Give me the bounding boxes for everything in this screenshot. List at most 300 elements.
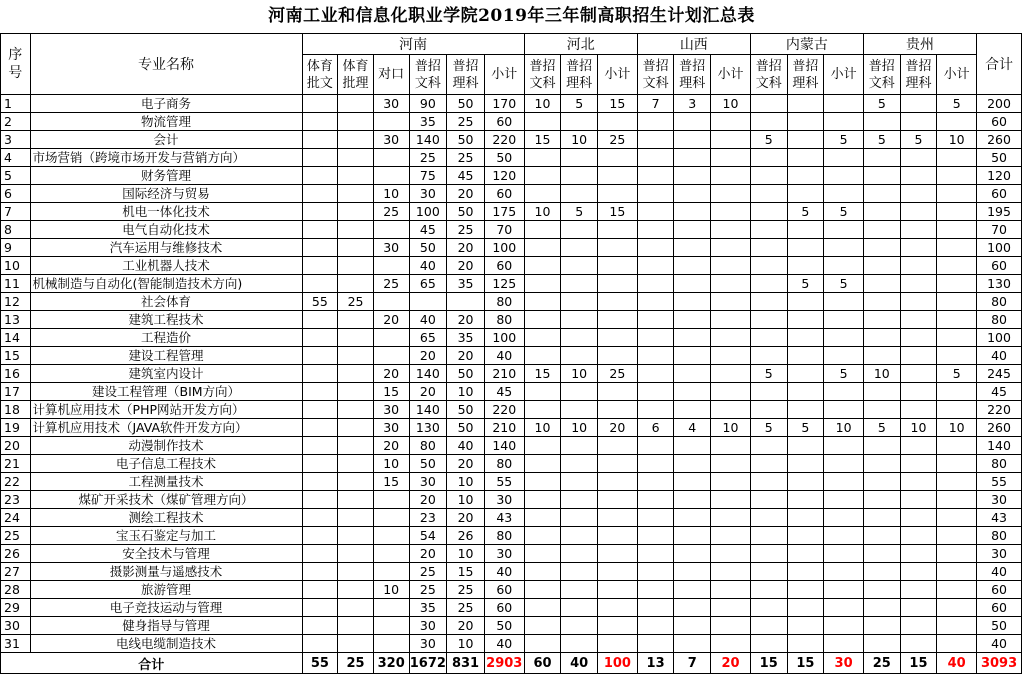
row-cell bbox=[637, 383, 674, 401]
row-cell: 10 bbox=[447, 473, 485, 491]
row-major-name: 建筑工程技术 bbox=[30, 311, 302, 329]
row-cell bbox=[937, 437, 977, 455]
row-cell bbox=[863, 509, 900, 527]
page-title: 河南工业和信息化职业学院2019年三年制高职招生计划汇总表 bbox=[268, 6, 755, 26]
row-cell: 60 bbox=[977, 113, 1022, 131]
row-cell: 5 bbox=[561, 203, 598, 221]
table-body bbox=[1, 95, 1022, 653]
row-cell bbox=[750, 491, 787, 509]
row-cell bbox=[900, 437, 937, 455]
row-cell: 50 bbox=[447, 419, 485, 437]
row-cell bbox=[750, 311, 787, 329]
row-major-name: 汽车运用与维修技术 bbox=[30, 239, 302, 257]
row-cell bbox=[637, 401, 674, 419]
row-cell bbox=[711, 185, 751, 203]
row-cell bbox=[711, 437, 751, 455]
row-cell bbox=[900, 527, 937, 545]
row-cell: 54 bbox=[409, 527, 447, 545]
row-cell: 55 bbox=[977, 473, 1022, 491]
row-cell: 100 bbox=[484, 329, 524, 347]
row-cell bbox=[863, 383, 900, 401]
row-cell bbox=[674, 221, 711, 239]
row-cell bbox=[824, 617, 864, 635]
row-cell bbox=[750, 581, 787, 599]
subheader-prov4-1 bbox=[900, 55, 937, 95]
row-cell bbox=[338, 401, 374, 419]
table-row bbox=[1, 329, 1022, 347]
row-cell bbox=[637, 509, 674, 527]
row-cell: 200 bbox=[977, 95, 1022, 113]
row-seq: 20 bbox=[1, 437, 31, 455]
row-cell bbox=[524, 383, 561, 401]
row-cell bbox=[598, 347, 638, 365]
row-cell bbox=[824, 257, 864, 275]
row-cell bbox=[373, 149, 409, 167]
row-cell: 5 bbox=[750, 365, 787, 383]
subheader-prov3-0 bbox=[750, 55, 787, 95]
row-cell bbox=[787, 491, 824, 509]
row-major-name: 电子商务 bbox=[30, 95, 302, 113]
row-cell: 10 bbox=[711, 95, 751, 113]
row-major-name: 电子信息工程技术 bbox=[30, 455, 302, 473]
table-row bbox=[1, 563, 1022, 581]
row-seq: 27 bbox=[1, 563, 31, 581]
row-cell bbox=[750, 275, 787, 293]
row-cell bbox=[900, 455, 937, 473]
row-cell bbox=[824, 167, 864, 185]
header-total: 合计 bbox=[977, 34, 1022, 95]
row-cell bbox=[750, 617, 787, 635]
row-cell bbox=[674, 437, 711, 455]
row-cell bbox=[598, 491, 638, 509]
row-cell bbox=[711, 455, 751, 473]
row-cell bbox=[338, 131, 374, 149]
row-cell bbox=[711, 257, 751, 275]
row-cell bbox=[302, 347, 338, 365]
row-cell bbox=[863, 239, 900, 257]
row-cell bbox=[750, 383, 787, 401]
row-cell: 120 bbox=[977, 167, 1022, 185]
row-cell: 40 bbox=[977, 563, 1022, 581]
header-province-neimenggu: 内蒙古 bbox=[750, 34, 863, 55]
row-major-name: 机械制造与自动化(智能制造技术方向) bbox=[30, 275, 302, 293]
row-major-name: 建设工程管理 bbox=[30, 347, 302, 365]
row-seq: 24 bbox=[1, 509, 31, 527]
row-cell: 125 bbox=[484, 275, 524, 293]
row-seq: 28 bbox=[1, 581, 31, 599]
row-cell bbox=[824, 329, 864, 347]
row-cell: 30 bbox=[373, 95, 409, 113]
row-cell bbox=[637, 617, 674, 635]
row-cell: 35 bbox=[409, 113, 447, 131]
row-cell bbox=[937, 473, 977, 491]
row-cell: 100 bbox=[977, 239, 1022, 257]
row-cell bbox=[863, 527, 900, 545]
row-cell bbox=[824, 509, 864, 527]
row-cell bbox=[937, 509, 977, 527]
row-cell bbox=[338, 329, 374, 347]
row-cell bbox=[900, 383, 937, 401]
row-cell bbox=[302, 185, 338, 203]
row-cell bbox=[524, 149, 561, 167]
totals-cell: 20 bbox=[711, 653, 751, 674]
row-cell bbox=[561, 455, 598, 473]
table-row bbox=[1, 527, 1022, 545]
row-cell bbox=[863, 113, 900, 131]
row-seq: 30 bbox=[1, 617, 31, 635]
row-cell: 60 bbox=[977, 257, 1022, 275]
header-province-henan: 河南 bbox=[302, 34, 524, 55]
row-cell bbox=[787, 131, 824, 149]
row-cell bbox=[711, 311, 751, 329]
row-cell bbox=[750, 185, 787, 203]
subheader-prov2-1 bbox=[674, 55, 711, 95]
row-cell bbox=[863, 347, 900, 365]
row-cell bbox=[900, 167, 937, 185]
row-major-name: 宝玉石鉴定与加工 bbox=[30, 527, 302, 545]
row-cell bbox=[787, 383, 824, 401]
table-row bbox=[1, 293, 1022, 311]
row-cell bbox=[787, 347, 824, 365]
row-cell: 10 bbox=[373, 185, 409, 203]
row-cell: 25 bbox=[409, 149, 447, 167]
header-major: 专业名称 bbox=[30, 34, 302, 95]
row-cell bbox=[598, 473, 638, 491]
row-cell bbox=[598, 599, 638, 617]
row-cell: 15 bbox=[598, 203, 638, 221]
row-cell: 140 bbox=[409, 365, 447, 383]
row-cell: 100 bbox=[409, 203, 447, 221]
row-cell: 40 bbox=[977, 347, 1022, 365]
row-cell bbox=[750, 293, 787, 311]
row-cell bbox=[637, 203, 674, 221]
row-cell bbox=[824, 473, 864, 491]
row-cell bbox=[373, 167, 409, 185]
row-cell bbox=[561, 383, 598, 401]
totals-cell: 40 bbox=[561, 653, 598, 674]
row-cell: 10 bbox=[373, 581, 409, 599]
row-major-name: 计算机应用技术（PHP网站开发方向） bbox=[30, 401, 302, 419]
row-cell bbox=[338, 509, 374, 527]
row-cell bbox=[750, 527, 787, 545]
row-cell: 5 bbox=[561, 95, 598, 113]
row-cell bbox=[824, 455, 864, 473]
row-cell bbox=[561, 257, 598, 275]
row-seq: 14 bbox=[1, 329, 31, 347]
row-cell bbox=[674, 275, 711, 293]
row-cell bbox=[937, 347, 977, 365]
subheader-prov2-2-label: 小计 bbox=[717, 67, 744, 82]
row-cell: 100 bbox=[977, 329, 1022, 347]
table-row bbox=[1, 599, 1022, 617]
row-cell: 20 bbox=[373, 437, 409, 455]
row-cell bbox=[787, 185, 824, 203]
row-cell bbox=[637, 275, 674, 293]
row-cell bbox=[711, 527, 751, 545]
table-row bbox=[1, 635, 1022, 653]
row-cell bbox=[863, 491, 900, 509]
row-cell bbox=[937, 599, 977, 617]
row-cell bbox=[524, 329, 561, 347]
row-seq: 10 bbox=[1, 257, 31, 275]
row-cell bbox=[561, 221, 598, 239]
row-cell: 5 bbox=[750, 419, 787, 437]
row-cell bbox=[524, 311, 561, 329]
subheader-prov2-2 bbox=[711, 55, 751, 95]
totals-cell: 15 bbox=[787, 653, 824, 674]
row-cell bbox=[561, 599, 598, 617]
row-cell bbox=[598, 329, 638, 347]
totals-cell: 13 bbox=[637, 653, 674, 674]
row-cell bbox=[863, 401, 900, 419]
row-cell bbox=[900, 293, 937, 311]
row-cell bbox=[637, 257, 674, 275]
row-cell: 10 bbox=[937, 131, 977, 149]
row-cell bbox=[674, 311, 711, 329]
row-cell bbox=[338, 419, 374, 437]
row-major-name: 会计 bbox=[30, 131, 302, 149]
row-major-name: 摄影测量与遥感技术 bbox=[30, 563, 302, 581]
row-seq: 26 bbox=[1, 545, 31, 563]
totals-cell: 7 bbox=[674, 653, 711, 674]
row-cell bbox=[900, 365, 937, 383]
subheader-prov3-2 bbox=[824, 55, 864, 95]
row-cell: 70 bbox=[484, 221, 524, 239]
row-cell bbox=[750, 545, 787, 563]
table-row bbox=[1, 617, 1022, 635]
row-cell bbox=[302, 167, 338, 185]
row-cell bbox=[824, 437, 864, 455]
row-cell: 30 bbox=[373, 419, 409, 437]
row-seq: 9 bbox=[1, 239, 31, 257]
row-cell: 26 bbox=[447, 527, 485, 545]
row-cell bbox=[338, 347, 374, 365]
row-cell bbox=[937, 635, 977, 653]
row-cell: 60 bbox=[484, 113, 524, 131]
row-cell bbox=[711, 347, 751, 365]
row-cell: 60 bbox=[484, 599, 524, 617]
row-major-name: 建设工程管理（BIM方向） bbox=[30, 383, 302, 401]
row-cell bbox=[711, 131, 751, 149]
row-cell: 5 bbox=[900, 131, 937, 149]
row-cell bbox=[637, 311, 674, 329]
totals-cell: 60 bbox=[524, 653, 561, 674]
row-cell bbox=[711, 491, 751, 509]
row-cell bbox=[824, 581, 864, 599]
row-cell bbox=[937, 581, 977, 599]
row-cell: 20 bbox=[373, 365, 409, 383]
row-seq: 11 bbox=[1, 275, 31, 293]
row-cell bbox=[561, 311, 598, 329]
row-cell: 30 bbox=[484, 545, 524, 563]
row-seq: 22 bbox=[1, 473, 31, 491]
row-cell: 45 bbox=[484, 383, 524, 401]
row-cell: 60 bbox=[977, 581, 1022, 599]
row-cell bbox=[711, 113, 751, 131]
row-seq: 23 bbox=[1, 491, 31, 509]
row-cell: 130 bbox=[409, 419, 447, 437]
row-cell bbox=[598, 185, 638, 203]
row-cell bbox=[863, 311, 900, 329]
subheader-prov3-0-label: 普招 文科 bbox=[755, 58, 782, 91]
row-cell bbox=[524, 401, 561, 419]
subheader-prov3-2-label: 小计 bbox=[830, 67, 857, 82]
row-cell bbox=[787, 509, 824, 527]
row-cell bbox=[824, 563, 864, 581]
row-cell bbox=[338, 239, 374, 257]
row-cell bbox=[674, 563, 711, 581]
row-cell: 60 bbox=[977, 185, 1022, 203]
row-cell: 80 bbox=[484, 527, 524, 545]
row-cell bbox=[338, 491, 374, 509]
totals-cell: 25 bbox=[863, 653, 900, 674]
totals-cell: 25 bbox=[338, 653, 374, 674]
row-cell bbox=[787, 113, 824, 131]
row-cell bbox=[637, 491, 674, 509]
row-cell bbox=[900, 509, 937, 527]
totals-label: 合计 bbox=[1, 653, 303, 674]
row-cell: 20 bbox=[409, 491, 447, 509]
row-cell bbox=[561, 563, 598, 581]
row-cell bbox=[561, 329, 598, 347]
row-cell bbox=[302, 383, 338, 401]
row-cell: 25 bbox=[447, 221, 485, 239]
row-cell: 30 bbox=[409, 473, 447, 491]
row-major-name: 安全技术与管理 bbox=[30, 545, 302, 563]
totals-cell: 40 bbox=[937, 653, 977, 674]
row-cell bbox=[338, 581, 374, 599]
row-cell bbox=[637, 581, 674, 599]
row-cell bbox=[900, 545, 937, 563]
row-cell: 50 bbox=[409, 455, 447, 473]
row-seq: 18 bbox=[1, 401, 31, 419]
row-cell bbox=[561, 113, 598, 131]
row-cell: 220 bbox=[484, 401, 524, 419]
table-row bbox=[1, 455, 1022, 473]
row-cell bbox=[373, 257, 409, 275]
row-cell: 25 bbox=[373, 275, 409, 293]
subheader-prov4-0-label: 普招 文科 bbox=[868, 58, 895, 91]
subheader-henan-0-label: 体育 批文 bbox=[306, 58, 333, 91]
row-cell: 25 bbox=[447, 113, 485, 131]
row-cell: 45 bbox=[447, 167, 485, 185]
row-cell bbox=[787, 545, 824, 563]
row-cell bbox=[711, 599, 751, 617]
row-cell bbox=[824, 401, 864, 419]
row-cell: 30 bbox=[373, 239, 409, 257]
row-cell bbox=[524, 599, 561, 617]
header-province-shanxi: 山西 bbox=[637, 34, 750, 55]
subheader-prov2-0 bbox=[637, 55, 674, 95]
table-row bbox=[1, 419, 1022, 437]
row-cell bbox=[750, 113, 787, 131]
row-cell: 5 bbox=[824, 275, 864, 293]
row-cell bbox=[674, 509, 711, 527]
row-major-name: 测绘工程技术 bbox=[30, 509, 302, 527]
row-cell bbox=[863, 329, 900, 347]
table-row bbox=[1, 203, 1022, 221]
row-cell: 20 bbox=[373, 311, 409, 329]
row-cell: 20 bbox=[447, 257, 485, 275]
row-cell bbox=[750, 509, 787, 527]
row-cell bbox=[711, 329, 751, 347]
row-cell bbox=[338, 311, 374, 329]
totals-row bbox=[1, 653, 1022, 674]
subheader-henan-4 bbox=[447, 55, 485, 95]
row-seq: 25 bbox=[1, 527, 31, 545]
row-cell bbox=[338, 563, 374, 581]
row-cell bbox=[302, 491, 338, 509]
row-cell: 50 bbox=[447, 131, 485, 149]
row-cell: 210 bbox=[484, 365, 524, 383]
subheader-prov1-1-label: 普招 理科 bbox=[566, 58, 593, 91]
row-cell bbox=[338, 527, 374, 545]
row-cell bbox=[561, 401, 598, 419]
row-cell bbox=[338, 167, 374, 185]
subheader-prov4-0 bbox=[863, 55, 900, 95]
row-cell bbox=[674, 635, 711, 653]
row-cell bbox=[900, 473, 937, 491]
totals-cell: 831 bbox=[447, 653, 485, 674]
row-cell bbox=[561, 437, 598, 455]
row-cell bbox=[750, 167, 787, 185]
row-cell bbox=[900, 221, 937, 239]
row-cell bbox=[338, 599, 374, 617]
row-cell bbox=[674, 545, 711, 563]
row-seq: 3 bbox=[1, 131, 31, 149]
row-cell bbox=[637, 635, 674, 653]
row-cell: 10 bbox=[561, 365, 598, 383]
row-cell: 55 bbox=[484, 473, 524, 491]
row-cell: 5 bbox=[787, 275, 824, 293]
row-cell bbox=[302, 329, 338, 347]
row-cell bbox=[338, 437, 374, 455]
subheader-prov4-1-label: 普招 理科 bbox=[905, 58, 932, 91]
row-cell bbox=[674, 329, 711, 347]
row-cell bbox=[824, 545, 864, 563]
row-cell: 25 bbox=[447, 149, 485, 167]
row-cell bbox=[937, 383, 977, 401]
row-cell: 60 bbox=[484, 581, 524, 599]
row-cell bbox=[900, 401, 937, 419]
row-cell: 20 bbox=[447, 311, 485, 329]
row-cell bbox=[937, 491, 977, 509]
subheader-prov4-2-label: 小计 bbox=[943, 67, 970, 82]
row-cell: 55 bbox=[302, 293, 338, 311]
row-cell: 10 bbox=[711, 419, 751, 437]
row-cell bbox=[863, 437, 900, 455]
row-cell: 23 bbox=[409, 509, 447, 527]
row-cell: 40 bbox=[484, 635, 524, 653]
row-cell bbox=[824, 239, 864, 257]
row-cell bbox=[338, 149, 374, 167]
row-cell bbox=[711, 473, 751, 491]
row-cell: 25 bbox=[338, 293, 374, 311]
table-row bbox=[1, 257, 1022, 275]
row-cell bbox=[711, 365, 751, 383]
row-cell bbox=[787, 455, 824, 473]
row-cell: 10 bbox=[373, 455, 409, 473]
row-cell bbox=[824, 149, 864, 167]
totals-cell: 100 bbox=[598, 653, 638, 674]
row-cell bbox=[598, 113, 638, 131]
row-cell: 30 bbox=[409, 185, 447, 203]
row-seq: 8 bbox=[1, 221, 31, 239]
row-cell bbox=[598, 617, 638, 635]
row-cell: 50 bbox=[977, 617, 1022, 635]
row-cell bbox=[750, 347, 787, 365]
row-cell bbox=[524, 221, 561, 239]
